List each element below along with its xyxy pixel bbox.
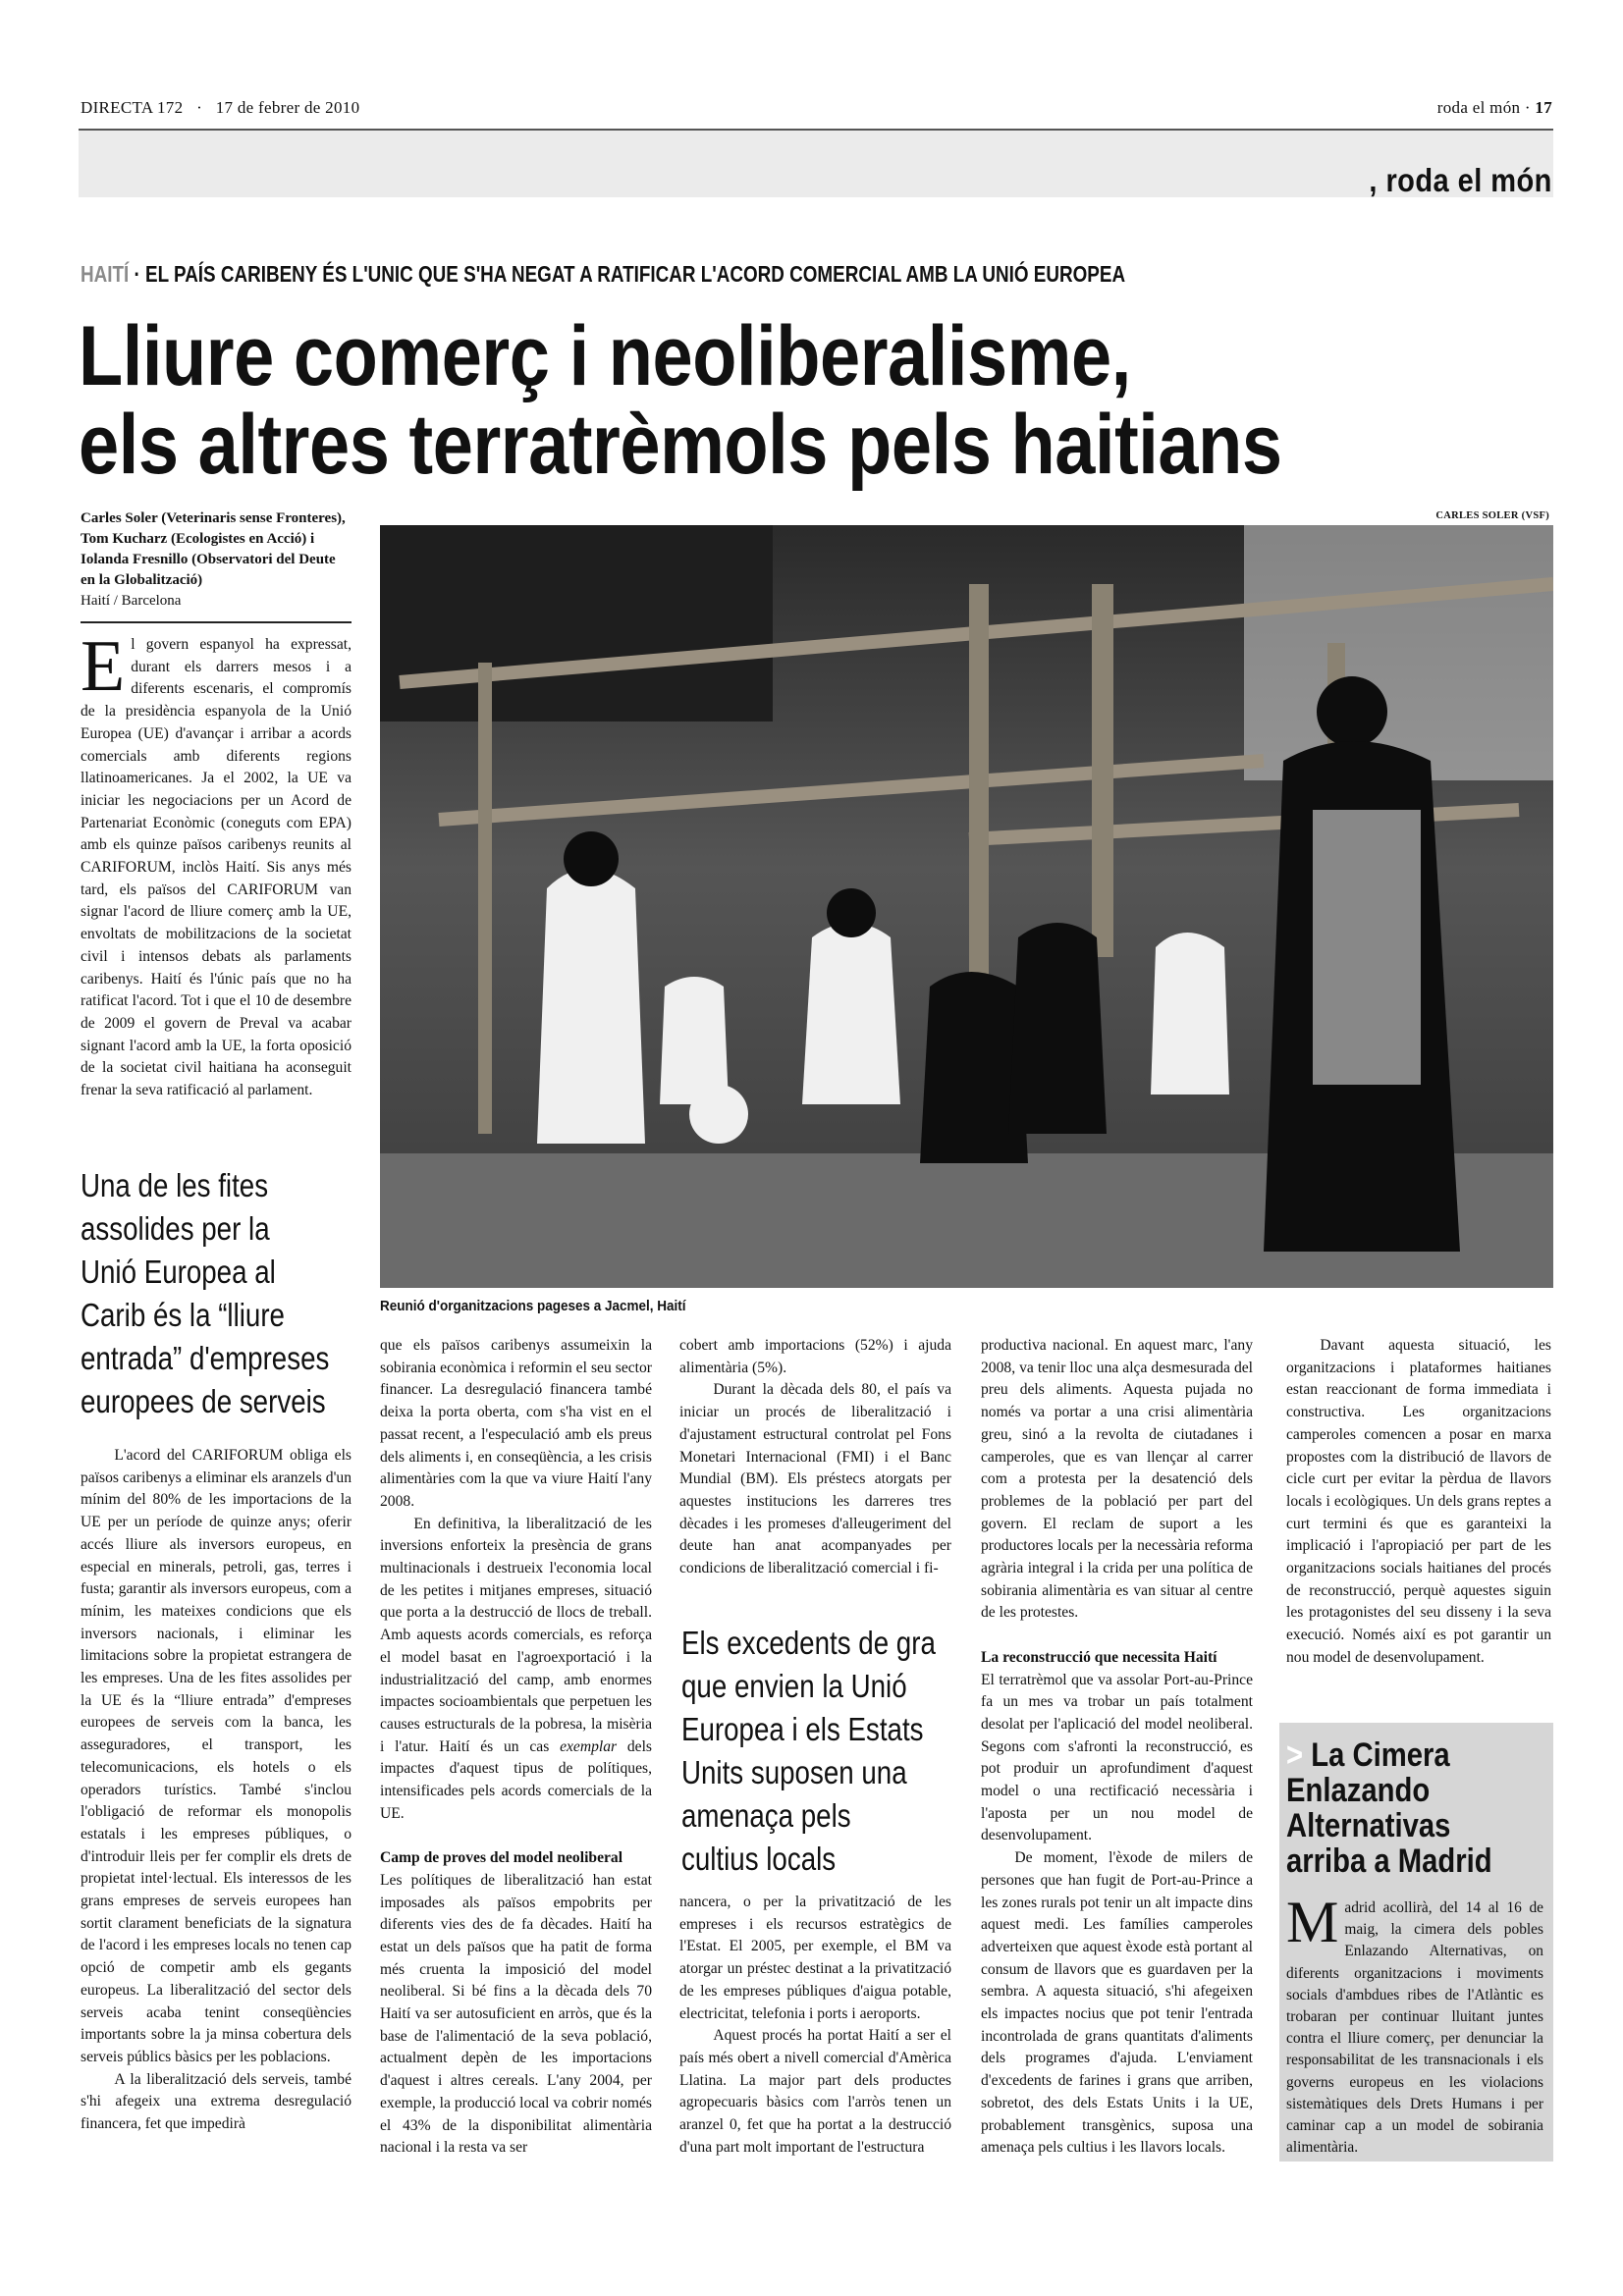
section-banner: , roda el món [1369,162,1552,198]
emphasis: exemplar [560,1737,618,1755]
subheading: Camp de proves del model neoliberal [380,1849,623,1867]
headline-line-1: Lliure comerç i neoliberalisme, [79,309,1131,403]
byline-place: Haití / Barcelona [81,593,182,609]
paragraph: que els països caribenys assumeixin la sobirania econòmica i reformin el seu sector financer. La desregulació financera també deixa la porta oberta, com s'ha vist en el passat recent, a l'especulació amb els preus dels aliments i, en conseqüència, a les crisis alimentàries com la que va viure Haití l'any 2008. [380,1337,652,1510]
sidebar-text [1286,1890,1543,2159]
text-run: En definitiva, la liberalització de les inversions enforteix la presència de grans multinacionals i destrueix l'economia local de les petites i mitjanes empreses, situació que porta a la destrucció de llocs de treball. Amb aquests acords comercials, es reforça el model basat en l'agroexportació i la industrialització del camp, amb enormes impactes socioambientals que perpetuen les causes estructurals de la pobresa, la misèria i l'atur. Haití és un cas [380,1515,652,1755]
arrow-icon: > [1286,1736,1304,1774]
pull-quote-line: Carib és la “lliure [81,1297,285,1333]
pull-quote-line: cultius locals [681,1841,837,1877]
pull-quote-line: Els excedents de gra [681,1625,936,1661]
column-5 [1286,1335,1551,1670]
column-3-top [679,1335,951,1580]
photo-credit: CARLES SOLER (VSF) [1435,510,1549,521]
pull-quote-line: assolides per la [81,1210,270,1247]
paragraph: Durant la dècada dels 80, el país va iniciar un procés de liberalització i d'ajustament estructural controlat pel Fons Monetari Internacional (FMI) i el Banc Mundial (BM). Els préstecs atorgats per aquestes institucions les darreres tres dècades i les promeses d'alleugeriment del deute han anat acompanyades per condicions de liberalització comercial i fi- [679,1381,951,1577]
pull-quote-line: Unió Europea al [81,1254,276,1290]
paragraph: productiva nacional. En aquest marc, l'any 2008, va tenir lloc una alça desmesurada del preu dels aliments. Aquesta pujada no només va portar a una crisi alimentària greu, sinó a la revolta de ciutadanes i camperoles, que es van llençar al carrer com a protesta per la desatenció dels problemes de la població per part del govern. El reclam de suport a les productores locals per la necessària reforma agrària integral i la crida per una política de sobirania alimentària es van situar al centre de les protestes. [981,1337,1253,1622]
pull-quote-line: Units suposen una [681,1754,907,1790]
folio-separator: · [196,98,203,117]
page-number: 17 [1535,98,1552,117]
subheading: La reconstrucció que necessita Haití [981,1648,1217,1666]
paragraph: Aquest procés ha portat Haití a ser el país més obert a nivell comercial d'Amèrica Llatina. La major part dels productes agropecuaris bàsics com l'arròs tenen un aranzel 0, fet que ha portat a la destrucció d'una part molt important de l'estructura [679,2027,951,2156]
sidebar-title [1286,1737,1492,1879]
pull-quote-line: europees de serveis [81,1383,326,1419]
sidebar-title-line: arriba a Madrid [1286,1842,1492,1880]
headline-line-2: els altres terratrèmols pels haitians [79,398,1282,492]
paragraph: L'acord del CARIFORUM obliga els països caribenys a eliminar els aranzels d'un mínim del 80% de les importacions de la UE per un període de quinze anys; oferir accés lliure als inversors europeus, en especial en minerals, petroli, gas, terres i fusta; garantir als inversors europeus, com a mínim, les mateixes condicions que els inversors nacionals, i eliminar les limitacions sobre la propietat estrangera de les empreses. Una de les fites assolides per la UE és la “lliure entrada” d'empreses europees de serveis com la banca, les asseguradores, el transport, les telecomunicacions, els hotels o els operadors turístics. També s'inclou l'obligació de reformar els monopolis estatals i les empreses públiques, o d'introduir lleis per fer complir els drets de propietat intel·lectual. Els interessos de les grans empreses de serveis europees han sortit clarament beneficiats de la signatura de l'acord i les empreses locals no tenen cap opció de competir amb els gegants europeus. La liberalització del sector dels serveis acaba tenint conseqüències importants sobre la ja minsa cobertura dels serveis públics bàsics per les poblacions. [81,1447,352,2065]
pull-quote-line: entrada” d'empreses [81,1340,330,1376]
intro-text [81,626,352,1102]
byline [81,508,352,612]
kicker-place: HAITÍ [81,261,130,287]
paragraph: Davant aquesta situació, les organitzacions i plataformes haitianes estan reaccionant de forma immediata i constructiva. Les organitzacions camperoles comencen a posar en marxa propostes com la distribució de llavors de cicle curt per evitar la pèrdua de llavors locals i ecològiques. Un dels grans reptes a curt termini és que es garanteixi la implicació i l'apropiació per part de les organitzacions socials haitianes del procés de reconstrucció, perquè aquestes siguin les protagonistes del seu disseny i la seva execució. Només així es pot garantir un nou model de desenvolupament. [1286,1337,1551,1666]
column-4 [981,1335,1253,2160]
intro-paragraph: l govern espanyol ha expressat, durant els darrers mesos i a diferents escenaris, el compromís de la presidència espanyola de la Unió Europea (UE) d'avançar i arribar a acords comercials amb diferents regions llatinoamericanes. Ja el 2002, la UE va iniciar les negociacions per un Acord de Partenariat Econòmic (coneguts com EPA) amb els quinze països caribenys reunits al CARIFORUM, inclòs Haití. Sis anys més tard, els països del CARIFORUM van signar l'acord de lliure comerç amb la UE, envoltats de mobilitzacions de la societat civil i intensos debats als parlaments caribenys. Haití és l'únic país que no ha ratificat l'acord. Tot i que el 10 de desembre de 2009 el govern de Preval va acabar signant l'acord amb la UE, la forta oposició de la societat civil haitiana ha aconseguit frenar la seva ratificació al parlament. [81,636,352,1099]
kicker [81,261,1125,288]
drop-cap: E [81,626,126,707]
column-1 [81,1445,352,2136]
headline [79,309,1282,492]
kicker-text: · EL PAÍS CARIBENY ÉS L'UNIC QUE S'HA NEGAT A RATIFICAR L'ACORD COMERCIAL AMB LA UNIÓ EUROPEA [129,261,1126,287]
paragraph: Les polítiques de liberalització han estat imposades als països empobrits per diferents vies des de fa dècades. Haití ha estat un dels països que ha patit de forma més cruenta la imposició del model neoliberal. Si bé fins a la dècada dels 70 Haití va ser autosuficient en arròs, que és la base de l'alimentació de la seva població, actualment depèn de les importacions d'aquest i altres cereals. L'any 2004, per exemple, la producció local va cobrir només el 43% de la disponibilitat alimentària nacional i la resta va ser [380,1871,652,2157]
paragraph: A la liberalització dels serveis, també s'hi afegeix una extrema desregulació financera, fet que impedirà [81,2070,352,2133]
pull-quote-line: Una de les fites [81,1167,269,1203]
sidebar-title-line: Alternativas [1286,1807,1451,1844]
section-name: roda el món [1436,98,1521,117]
section-band [79,131,1553,197]
byline-authors: Carles Soler (Veterinaris sense Fronteres), Tom Kucharz (Ecologistes en Acció) i Iolanda Fresnillo (Observatori del Deute en la Globalització) [81,510,346,588]
paragraph: De moment, l'èxode de milers de persones que han fugit de Port-au-Prince a les zones rurals pot tenir un alt impacte dins aquest medi. Les famílies camperoles adverteixen que aquest èxode està portant al consum de llavors que es guardaven per la sembra. A aquesta situació, s'hi afegeixen els impactes nocius que pot tenir l'entrada incontrolada de grans quantitats d'aliments dels programes d'ajuda. L'enviament d'excedents de farines i grans que arriben, sobretot, des dels Estats Units i la UE, probablement transgènics, suposa una amenaça pels cultius i les llavors locals. [981,1849,1253,2157]
sidebar-title-line: La Cimera [1311,1736,1450,1774]
text-run: dels impactes d'aquest tipus de polítiques, intensificades pels acords comercials de la UE. [380,1737,652,1822]
pull-quote-2 [681,1622,936,1881]
paragraph [380,1514,652,1826]
byline-rule [81,621,352,623]
spacer [380,1825,652,1847]
photo-meeting-illustration [380,525,1553,1288]
spacer [981,1625,1253,1647]
sidebar-title-line: Enlazando [1286,1772,1431,1809]
folio-separator: · [1524,98,1531,117]
drop-cap: M [1286,1890,1339,1954]
pull-quote-1 [81,1164,329,1423]
pull-quote-line: amenaça pels [681,1797,851,1834]
paragraph: cobert amb importacions (52%) i ajuda alimentària (5%). [679,1337,951,1376]
folio-left [81,98,359,118]
column-2 [380,1335,652,2160]
issue-date: 17 de febrer de 2010 [215,98,360,117]
paragraph: El terratrèmol que va assolar Port-au-Prince fa un mes va trobar un país totalment desolat per l'aplicació del model neoliberal. Segons com s'afronti la reconstrucció, es pot produir un aprofundiment d'aquest model o una rectificació necessària i l'aposta per un nou model de desenvolupament. [981,1671,1253,1844]
paragraph: nancera, o per la privatització de les empreses i els recursos estratègics de l'Estat. El 2005, per exemple, el BM va atorgar un préstec destinat a la privatització de les empreses públiques d'aigua potable, electricitat, telefonia i ports i aeroports. [679,1894,951,2022]
article-photo [380,525,1553,1288]
publication-name: DIRECTA 172 [81,98,184,117]
pull-quote-line: Europea i els Estats [681,1711,924,1747]
photo-caption: Reunió d'organitzacions pageses a Jacmel, Haití [380,1298,686,1314]
column-3-bottom [679,1892,951,2159]
folio-right [1437,98,1552,118]
pull-quote-line: que envien la Unió [681,1668,907,1704]
sidebar-paragraph: adrid acollirà, del 14 al 16 de maig, la cimera dels pobles Enlazando Alternativas, on diferents organitzacions i moviments socials d'ambdues ribes de l'Atlàntic es trobaran per continuar lluitant juntes contra el lliure comerç, per denunciar la responsabilitat de les transnacionals i els governs europeus en les violacions sistemàtiques dels Drets Humans i per caminar cap a un model de sobirania alimentària. [1286,1899,1543,2157]
